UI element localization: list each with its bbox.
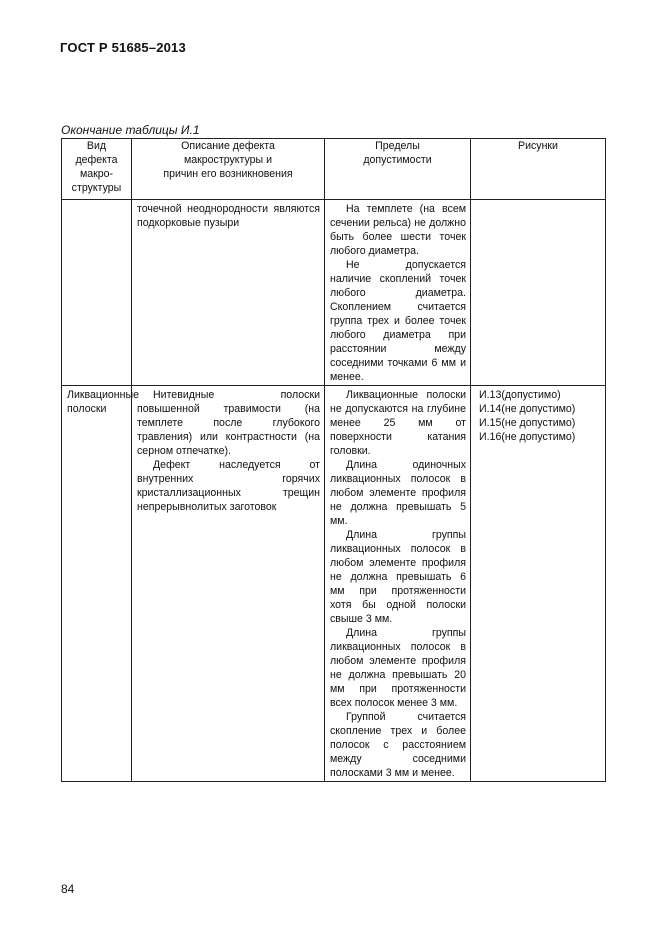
- cell-defect-type: Ликвационные полоски: [62, 386, 132, 782]
- table-row: [62, 386, 606, 782]
- table-caption: Окончание таблицы И.1: [61, 123, 200, 137]
- page-number: 84: [61, 882, 75, 896]
- table-row: [62, 200, 606, 386]
- figure-ref: И.13(допустимо): [479, 389, 561, 401]
- document-header: ГОСТ Р 51685–2013: [60, 40, 186, 55]
- cell-figures: [471, 200, 606, 386]
- figure-ref: И.16(не допустимо): [479, 431, 576, 443]
- cell-figures: [471, 386, 606, 782]
- defects-table: [61, 138, 606, 782]
- cell-description: Нитевидные полоски повышенной травимости (на темплете после глубокого травления) или контрастности (на серном отпечатке). Дефект наследуется от внутренних горячих кристаллизационных трещин непрерывнолитых заготовок: [132, 386, 325, 782]
- header-limits: Пределы допустимости: [325, 139, 471, 200]
- header-description: Описание дефекта макроструктуры и причин его возникновения: [132, 139, 325, 200]
- figure-ref: И.14(не допустимо): [479, 403, 576, 415]
- table-header-row: [62, 139, 606, 200]
- cell-description: точечной неоднородности являются подкорковые пузыри: [132, 200, 325, 386]
- header-defect-type: Вид дефекта макро- структуры: [62, 139, 132, 200]
- figure-ref: И.15(не допустимо): [479, 417, 576, 429]
- header-figures: Рисунки: [471, 139, 606, 200]
- cell-limits: На темплете (на всем сечении рельса) не должно быть более шести точек любого диаметра. Не допускается наличие скоплений точек любого диаметра. Скоплением считается группа трех и более точек любого диаметра при расстоянии между соседними точками 6 мм и менее.: [325, 200, 471, 386]
- cell-limits: Ликвационные полоски не допускаются на глубине менее 25 мм от поверхности катания головки. Длина одиночных ликвационных полосок в любом элементе профиля не должна превышать 5 мм. Длина группы ликвационных полосок в любом элементе профиля не должна превышать 6 мм при протяженности хотя бы одной полоски свыше 3 мм. Длина группы ликвационных полосок в любом элементе профиля не должна превышать 20 мм при протяженности всех полосок менее 3 мм. Группой считается скопление трех и более полосок с расстоянием между соседними полосками 3 мм и менее.: [325, 386, 471, 782]
- cell-defect-type: [62, 200, 132, 386]
